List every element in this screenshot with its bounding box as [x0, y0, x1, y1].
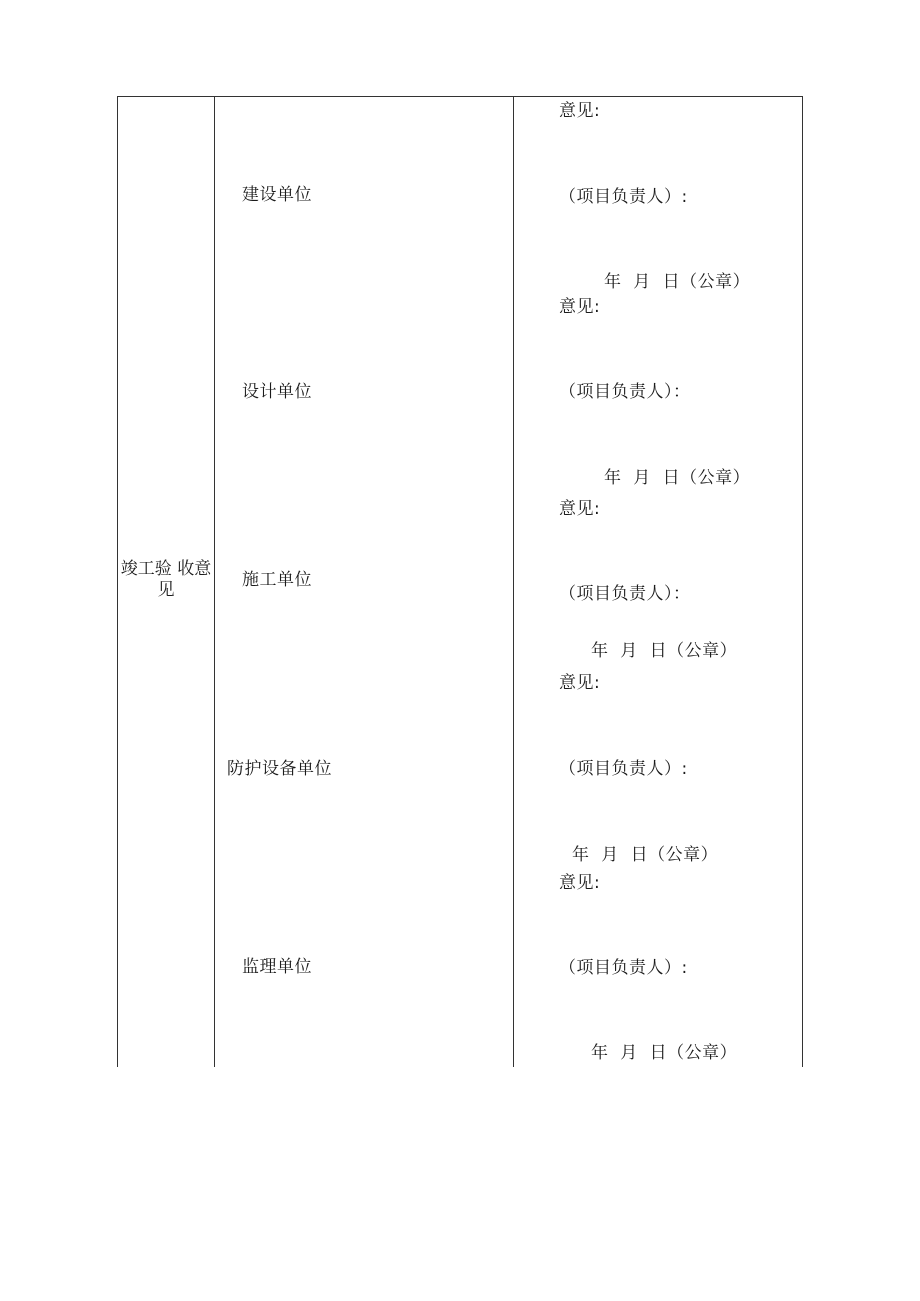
unit-name: 监理单位	[242, 957, 312, 977]
unit-name: 建设单位	[242, 185, 312, 205]
opinion-label: 意见:	[559, 297, 601, 317]
responsible-person-label: （项目负责人）:	[559, 759, 688, 779]
responsible-person-label: （项目负责人）:	[559, 958, 688, 978]
date-seal-label: 年 月 日（公章）	[591, 1043, 738, 1063]
unit-name: 设计单位	[242, 382, 312, 402]
unit-name: 施工单位	[242, 570, 312, 590]
date-seal-label: 年 月 日（公章）	[591, 641, 738, 661]
date-seal-label: 年 月 日（公章）	[604, 272, 751, 292]
opinion-label: 意见:	[559, 873, 601, 893]
opinion-label: 意见:	[559, 101, 601, 121]
responsible-person-label: （项目负责人）:	[559, 187, 688, 207]
column-divider-2	[513, 96, 514, 1067]
responsible-person-label: （项目负责人）：	[559, 584, 691, 604]
date-seal-label: 年 月 日（公章）	[572, 845, 719, 865]
opinion-label: 意见:	[559, 499, 601, 519]
table-top-border	[117, 96, 803, 97]
opinion-label: 意见:	[559, 673, 601, 693]
unit-name: 防护设备单位	[227, 759, 332, 779]
responsible-person-label: （项目负责人）：	[559, 382, 691, 402]
table-right-border	[802, 96, 803, 1067]
section-label: 竣工验 收意见	[120, 559, 212, 600]
date-seal-label: 年 月 日（公章）	[604, 468, 751, 488]
column-divider-1	[214, 96, 215, 1067]
